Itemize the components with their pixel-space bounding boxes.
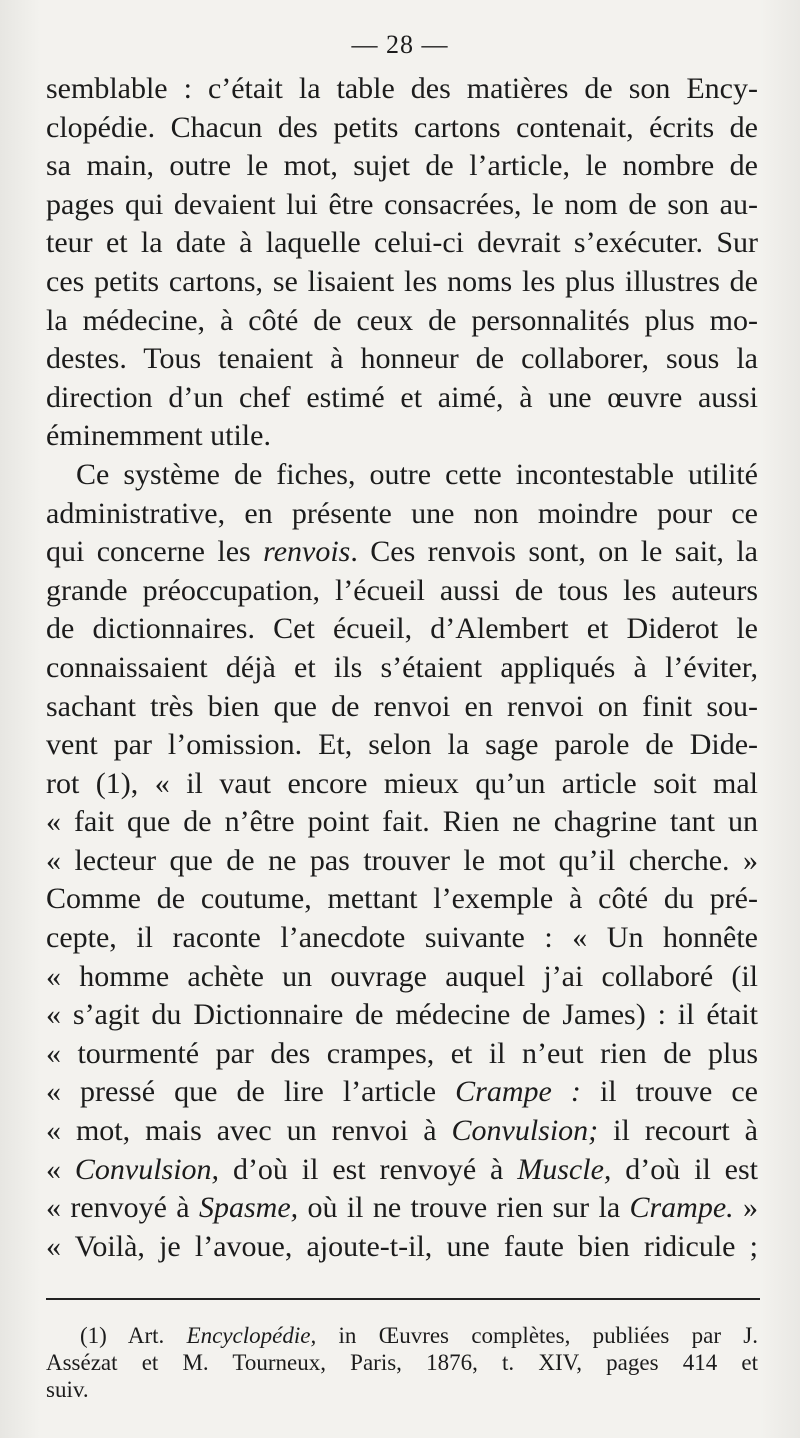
text-line: direction d’un chef estimé et aimé, à une œuvre aussi: [46, 380, 758, 414]
text-line: « lecteur que de ne pas trouver le mot qu’il cherche. »: [46, 843, 758, 877]
text-line: « s’agit du Dictionnaire de médecine de James) : il était: [46, 998, 758, 1032]
text-line: [46, 1112, 758, 1151]
text-line: teur et la date à laquelle celui-ci devrait s’exécuter. Sur: [46, 226, 758, 260]
text-line: clopédie. Chacun des petits cartons contenait, écrits de: [46, 110, 758, 144]
text-line: semblable : c’était la table des matières de son Ency-: [46, 72, 758, 105]
text-line: ces petits cartons, se lisaient les noms les plus illustres de: [46, 264, 758, 298]
footnote: [46, 1322, 758, 1403]
text-line: « homme achète un ouvrage auquel j’ai collaboré (il: [46, 959, 758, 993]
text-line: sa main, outre le mot, sujet de l’article, le nombre de: [46, 149, 758, 183]
italic-term: Muscle,: [517, 1152, 612, 1186]
text-run: d’où il est renvoyé à: [219, 1152, 518, 1186]
text-run: in Œuvres complètes, publiées par J.: [316, 1323, 758, 1348]
text-run: il recourt à: [598, 1114, 759, 1148]
text-line: [46, 1151, 758, 1190]
page-number: — 28 —: [351, 30, 449, 59]
text-line: « tourmenté par des crampes, et il n’eut rien de plus: [46, 1036, 758, 1070]
footnote-marker: (1) Art.: [80, 1323, 187, 1348]
text-line: « Voilà, je l’avoue, ajoute-t-il, une faute bien ridicule ;: [46, 1229, 758, 1263]
text-line: cepte, il raconte l’anecdote suivante : « Un honnête: [46, 921, 758, 955]
text-line: destes. Tous tenaient à honneur de collaborer, sous la: [46, 342, 758, 376]
text-run: « mot, mais avec un renvoi à: [46, 1114, 452, 1148]
text-line: [46, 533, 758, 572]
italic-term: Convulsion;: [451, 1114, 599, 1148]
text-line: Ce système de fiches, outre cette incontestable utilité: [76, 457, 758, 491]
italic-term: Crampe :: [455, 1075, 581, 1109]
text-run: « pressé que de lire l’article: [46, 1075, 456, 1109]
text-line: la médecine, à côté de ceux de personnalités plus mo-: [46, 303, 758, 337]
body-text: [46, 70, 758, 1266]
footnote-rule: [46, 1298, 760, 1300]
text-line: de dictionnaires. Cet écueil, d’Alembert et Diderot le: [46, 612, 758, 646]
footnote-line: Assézat et M. Tourneux, Paris, 1876, t. XIV, pages 414 et: [46, 1350, 758, 1375]
text-line: Comme de coutume, mettant l’exemple à côté du pré-: [46, 882, 758, 916]
italic-term: Spasme,: [198, 1191, 299, 1225]
text-run: qui concerne les: [46, 535, 264, 569]
text-run: »: [733, 1191, 759, 1225]
text-run: où il ne trouve rien sur la: [298, 1191, 630, 1225]
text-line: [46, 1073, 758, 1112]
text-line: rot (1), « il vaut encore mieux qu’un article soit mal: [46, 766, 758, 800]
text-line: [46, 1189, 758, 1228]
text-run: « renvoyé à: [46, 1191, 199, 1225]
text-run: il trouve ce: [580, 1075, 758, 1109]
italic-term: Convulsion,: [74, 1152, 220, 1186]
text-run: . Ces renvois sont, on le sait, la: [350, 535, 758, 569]
text-line: administrative, en présente une non moindre pour ce: [46, 496, 758, 530]
text-line: connaissaient déjà et ils s’étaient appliqués à l’éviter,: [46, 650, 758, 684]
text-line: sachant très bien que de renvoi en renvoi on finit sou-: [46, 689, 758, 723]
italic-term: renvois: [263, 535, 351, 569]
text-line: vent par l’omission. Et, selon la sage parole de Dide-: [46, 728, 758, 762]
text-line: éminemment utile.: [46, 419, 271, 453]
footnote-line: suiv.: [46, 1377, 89, 1402]
footnote-line: [46, 1322, 758, 1349]
text-line: pages qui devaient lui être consacrées, le nom de son au-: [46, 187, 758, 221]
text-line: grande préoccupation, l’écueil aussi de tous les auteurs: [46, 573, 758, 607]
text-run: «: [46, 1152, 75, 1186]
text-line: « fait que de n’être point fait. Rien ne chagrine tant un: [46, 805, 758, 839]
italic-term: Crampe.: [629, 1191, 734, 1225]
text-run: d’où il est: [611, 1152, 759, 1186]
footnote-title: Encyclopédie,: [186, 1323, 317, 1348]
